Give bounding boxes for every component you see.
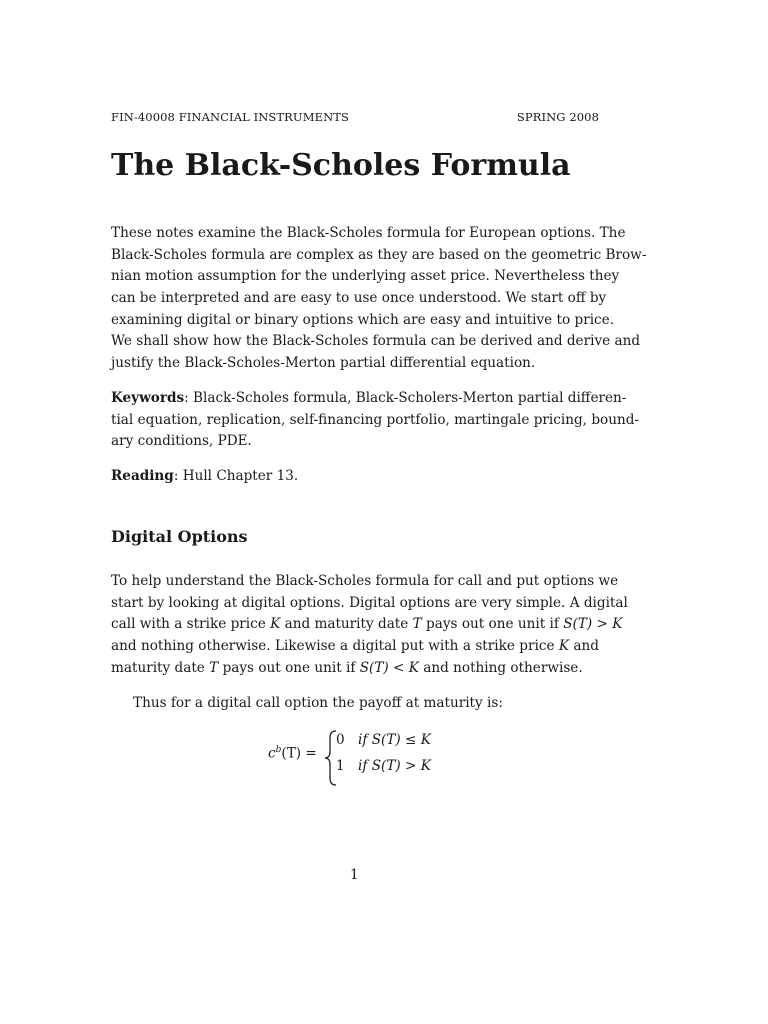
reading-paragraph (111, 466, 599, 488)
reading-label: Reading (111, 468, 174, 484)
document-title: The Black-Scholes Formula (111, 148, 571, 183)
formula-case-2 (336, 758, 431, 774)
math-condition: S(T) < K (359, 659, 419, 676)
math-condition: S(T) > K (563, 616, 623, 633)
keywords-text: : Black-Scholes formula, Black-Scholers-Merton partial differen- (184, 390, 627, 406)
reading-text: : Hull Chapter 13. (173, 468, 299, 484)
text-run: and (569, 638, 599, 655)
intro-line: can be interpreted and are easy to use once understood. We start off by (111, 290, 607, 307)
digital-line (111, 636, 599, 658)
formula-superscript: b (275, 745, 282, 755)
formula-lhs-rest: (T) = (281, 745, 317, 762)
text-run: and nothing otherwise. Likewise a digital put with a strike price (111, 638, 559, 655)
intro-line: These notes examine the Black-Scholes formula for European options. The (111, 225, 626, 241)
text-run: maturity date (111, 659, 210, 676)
text-run: pays out one unit if (421, 616, 564, 633)
page-number: 1 (350, 867, 359, 883)
payoff-formula (268, 728, 468, 788)
case-condition: if S(T) > K (358, 758, 431, 774)
formula-case-1 (336, 732, 431, 748)
digital-line: start by looking at digital options. Digital options are very simple. A digital (111, 594, 628, 611)
digital-line (111, 658, 599, 680)
term-label: SPRING 2008 (516, 110, 599, 124)
case-value: 1 (336, 758, 345, 774)
intro-line: justify the Black-Scholes-Merton partial differential equation. (111, 355, 536, 372)
intro-line: examining digital or binary options which are easy and intuitive to price. (111, 311, 615, 328)
math-t: T (209, 659, 219, 676)
case-condition: if S(T) ≤ K (358, 732, 431, 748)
text-run: call with a strike price (111, 616, 271, 633)
intro-paragraph (111, 223, 647, 375)
text-run: pays out one unit if (218, 659, 360, 676)
formula-lhs (268, 745, 317, 762)
reading-line (111, 466, 599, 488)
keywords-line: ary conditions, PDE. (111, 433, 252, 450)
math-k: K (270, 616, 281, 633)
digital-options-paragraph (111, 571, 628, 679)
case-value: 0 (336, 732, 345, 748)
math-t: T (412, 616, 422, 633)
keywords-label: Keywords (111, 390, 185, 406)
digital-line (111, 614, 623, 636)
digital-line: To help understand the Black-Scholes formula for call and put options we (111, 573, 619, 589)
formula-c: c (268, 745, 276, 762)
section-heading: Digital Options (111, 527, 248, 546)
intro-line: Black-Scholes formula are complex as they are based on the geometric Brow- (111, 246, 647, 263)
payoff-intro-line: Thus for a digital call option the payoff at maturity is: (133, 695, 503, 711)
keywords-line (111, 388, 627, 410)
course-name: FIN-40008 FINANCIAL INSTRUMENTS (111, 110, 349, 124)
keywords-paragraph (111, 388, 640, 453)
intro-line: nian motion assumption for the underlying asset price. Nevertheless they (111, 268, 620, 285)
intro-line: We shall show how the Black-Scholes formula can be derived and derive and (111, 333, 641, 350)
text-run: and nothing otherwise. (418, 659, 583, 676)
math-k: K (558, 638, 570, 655)
keywords-line: tial equation, replication, self-financing portfolio, martingale pricing, bound- (111, 411, 640, 428)
payoff-intro-paragraph (111, 693, 599, 715)
text-run: and maturity date (280, 616, 413, 633)
